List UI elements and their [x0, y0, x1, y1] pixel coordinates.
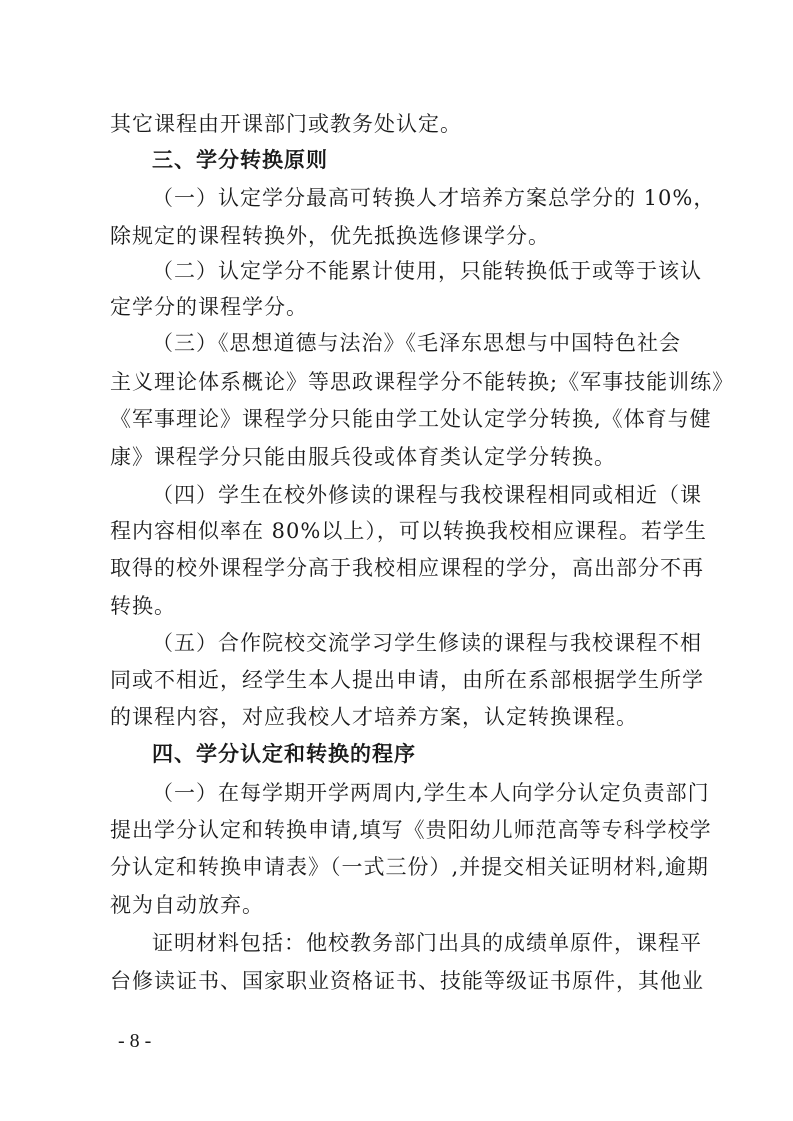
paragraph-line: 除规定的课程转换外，优先抵换选修课学分。	[110, 224, 550, 248]
paragraph-line: 程内容相似率在 80%以上），可以转换我校相应课程。若学生	[110, 519, 707, 543]
paragraph-line: （五）合作院校交流学习学生修读的课程与我校课程不相	[152, 631, 702, 655]
paragraph-line: （四）学生在校外修读的课程与我校课程相同或相近（课	[152, 483, 702, 507]
paragraph-line: 康》课程学分只能由服兵役或体育类认定学分转换。	[110, 445, 616, 469]
paragraph-line: 分认定和转换申请表》（一式三份）,并提交相关证明材料,逾期	[110, 855, 709, 879]
paragraph-line: 转换。	[110, 594, 176, 618]
section-heading: 四、学分认定和转换的程序	[152, 742, 416, 766]
paragraph-line: 视为自动放弃。	[110, 893, 264, 917]
section-heading: 三、学分转换原则	[152, 148, 328, 172]
paragraph-line: 的课程内容，对应我校人才培养方案，认定转换课程。	[110, 705, 638, 729]
paragraph-line: 《军事理论》课程学分只能由学工处认定学分转换,《体育与健	[110, 407, 712, 431]
paragraph-line: （一）认定学分最高可转换人才培养方案总学分的 10%，	[152, 186, 716, 210]
paragraph-line: 同或不相近，经学生本人提出申请，由所在系部根据学生所学	[110, 668, 704, 692]
paragraph-line: （三）《思想道德与法治》《毛泽东思想与中国特色社会	[152, 331, 681, 355]
paragraph-line: 提出学分认定和转换申请,填写《贵阳幼儿师范高等专科学校学	[110, 818, 712, 842]
paragraph-line: 主义理论体系概论》等思政课程学分不能转换;《军事技能训练》	[110, 370, 735, 394]
paragraph-line: 台修读证书、国家职业资格证书、技能等级证书原件，其他业	[110, 969, 704, 993]
paragraph-line: 其它课程由开课部门或教务处认定。	[110, 112, 462, 136]
paragraph-line: （一）在每学期开学两周内,学生本人向学分认定负责部门	[152, 781, 710, 805]
paragraph-line: 证明材料包括：他校教务部门出具的成绩单原件，课程平	[152, 931, 702, 955]
page-number: - 8 -	[118, 1030, 152, 1052]
paragraph-line: 定学分的课程学分。	[110, 295, 308, 319]
paragraph-line: 取得的校外课程学分高于我校相应课程的学分，高出部分不再	[110, 556, 704, 580]
paragraph-line: （二）认定学分不能累计使用，只能转换低于或等于该认	[152, 259, 702, 283]
